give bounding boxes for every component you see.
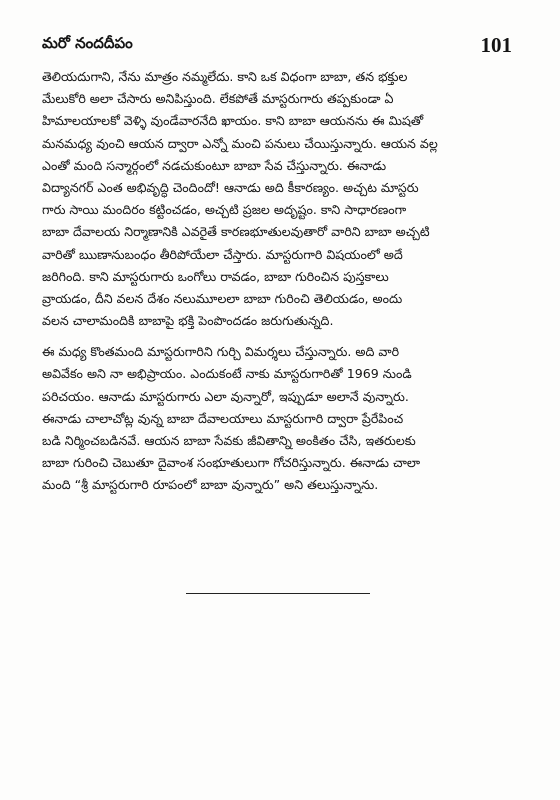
text-line: ఎంతో మంది సన్మార్గంలో నడచుకుంటూ బాబా సేవ చేస్తున్నారు. ఈనాడు (42, 157, 387, 173)
text-line: హిమాలయాలకో వెళ్ళి వుండేవారనేది ఖాయం. కాని బాబా ఆయనను ఈ మిషతో (42, 113, 424, 129)
paragraph-spacer (42, 332, 512, 341)
running-header-title: మరో నందదీపం (42, 34, 133, 52)
text-line: జరిగింది. కాని మాస్టరుగారు ఒంగోలు రావడం, బాబా గురించిన పుస్తకాలు (42, 268, 389, 284)
paragraph-2 (42, 341, 512, 496)
text-line: బాబా గురించి చెబుతూ దైవాంశ సంభూతులుగా గోచరిస్తున్నారు. ఈనాడు చాలా (42, 455, 421, 471)
text-line: వారితో ఋణానుబంధం తీరిపోయేలా చేస్తారు. మాస్టరుగారి విషయంలో అదే (42, 246, 403, 262)
text-line: ఈ మధ్య కొంతమంది మాస్టరుగారిని గుర్చి విమర్శలు చేస్తున్నారు. అది వారి (42, 344, 400, 360)
body-text (42, 66, 512, 497)
text-line: వలన చాలామందికి బాబాపై భక్తి పెంపొందడం జరుగుతున్నది. (42, 313, 334, 329)
text-line: ఈనాడు చాలాచోట్ల వున్న బాబా దేవాలయాలు మాస్టరుగారి ద్వారా ప్రేరేపించ (42, 410, 404, 426)
text-line: మంది “శ్రీ మాస్టరుగారి రూపంలో బాబా వున్నారు” అని తలుస్తున్నాను. (42, 477, 379, 493)
text-line: బడి నిర్మించబడినవే. ఆయన బాబా సేవకు జీవితాన్ని అంకితం చేసి, ఇతరులకు (42, 433, 416, 448)
paragraph-1 (42, 66, 512, 332)
text-line: మనమధ్య వుంచి ఆయన ద్వారా ఎన్నో మంచి పనులు చేయిస్తున్నారు. ఆయన వల్ల (42, 135, 438, 151)
section-end-rule (186, 593, 370, 594)
text-line: పరిచయం. ఆనాడు మాస్టరుగారు ఎలా వున్నారో, ఇప్పుడూ అలానే వున్నారు. (42, 388, 409, 404)
text-line: వ్రాయడం, దీని వలన దేశం నలుమూలలా బాబా గురించి తెలియడం, అందు (42, 290, 403, 306)
text-line: తెలియదుగాని, నేను మాత్రం నమ్మలేదు. కాని ఒక విధంగా బాబా, తన భక్తుల (42, 69, 408, 84)
text-line: మేలుకోరి అలా చేసారు అనిపిస్తుంది. లేకపోతే మాస్టరుగారు తప్పకుండా ఏ (42, 91, 394, 107)
text-line: విద్యానగర్ ఎంత అభివృద్ధి చెందిందో! ఆనాడు అది కీకారణ్యం. అచ్చట మాస్టరు (42, 179, 419, 195)
page-number: 101 (480, 33, 512, 57)
text-line: గారు సాయి మందిరం కట్టించడం, అచ్చటి ప్రజల అదృష్టం. కాని సాధారణంగా (42, 202, 407, 218)
text-line: బాబా దేవాలయ నిర్మాణానికి ఎవరైతే కారణభూతులవుతారో వారిని బాబా అచ్చటి (42, 224, 430, 240)
text-line: అవివేకం అని నా అభిప్రాయం. ఎందుకంటే నాకు మాస్టరుగారితో 1969 నుండి (42, 366, 412, 382)
